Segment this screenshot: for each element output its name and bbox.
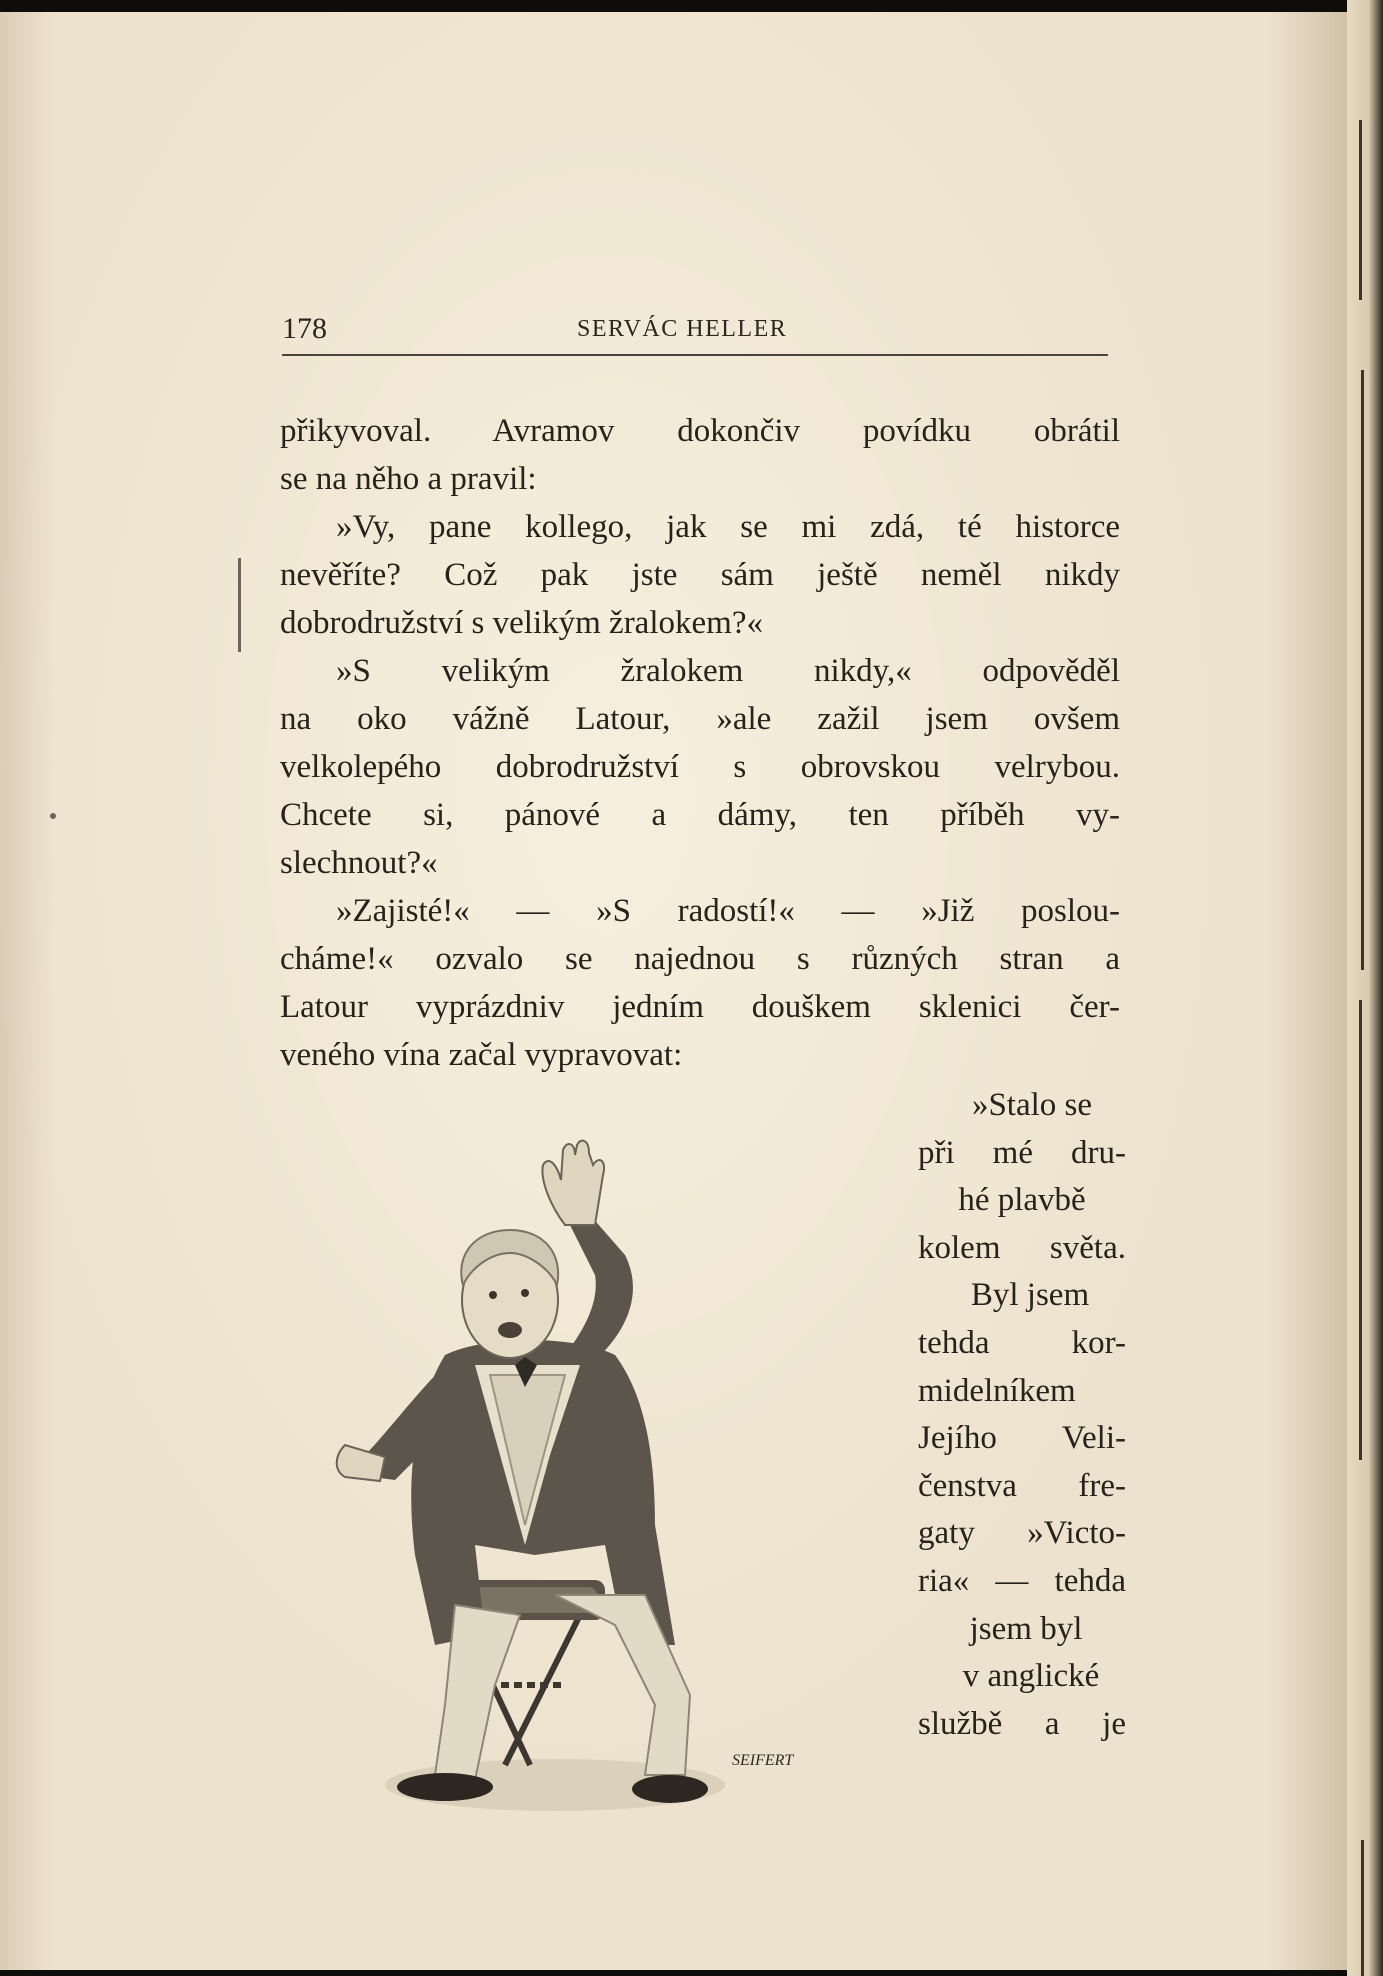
text-line: čenstva fre- <box>918 1467 1126 1504</box>
page-edge <box>1347 0 1383 1976</box>
text-line: cháme!« ozvalo se najednou s různých stran a <box>280 941 1120 977</box>
text-line: na oko vážně Latour, »ale zažil jsem ovšem <box>280 701 1120 737</box>
text-line: Chcete si, pánové a dámy, ten příběh vy- <box>280 797 1120 833</box>
text-line: nevěříte? Což pak jste sám ještě neměl nikdy <box>280 557 1120 593</box>
text-line: Byl jsem <box>970 1277 1090 1314</box>
illustration-seated-man <box>325 1125 885 1825</box>
margin-bracket <box>238 558 241 652</box>
text-line: dobrodružství s velikým žralokem?« <box>280 605 763 641</box>
side-text <box>918 1082 1126 1748</box>
text-line: Jejího Veli- <box>918 1420 1126 1457</box>
text-line: tehda kor- <box>918 1324 1126 1361</box>
text-line: slechnout?« <box>280 845 438 881</box>
text-line: hé plavbě <box>958 1182 1086 1219</box>
text-line: ria« — tehda <box>918 1562 1126 1599</box>
text-line: se na něho a pravil: <box>280 461 537 497</box>
page-header <box>282 310 1108 356</box>
text-line: Latour vyprázdniv jedním douškem sklenici čer- <box>280 989 1120 1025</box>
text-line: přikyvoval. Avramov dokončiv povídku obrátil <box>280 413 1120 449</box>
text-line: velkolepého dobrodružství s obrovskou velrybou. <box>280 749 1120 785</box>
text-line: při mé dru- <box>918 1134 1126 1171</box>
text-line: midelníkem <box>918 1372 1076 1409</box>
body-text <box>280 407 1120 1079</box>
page-number: 178 <box>282 312 327 345</box>
text-line: v anglické <box>962 1658 1100 1695</box>
text-line: »Stalo se <box>971 1087 1093 1123</box>
text-line: veného vína začal vypravovat: <box>280 1037 683 1073</box>
text-line: službě a je <box>918 1705 1126 1742</box>
text-line: »Vy, pane kollego, jak se mi zdá, té historce <box>336 509 1120 545</box>
artist-signature: SEIFERT <box>732 1752 794 1769</box>
text-line: kolem světa. <box>918 1229 1126 1266</box>
text-line: jsem byl <box>969 1610 1083 1647</box>
running-head: SERVÁC HELLER <box>577 316 788 342</box>
text-line: »Zajisté!« — »S radostí!« — »Již poslou- <box>336 893 1120 929</box>
margin-dot <box>50 813 56 819</box>
text-line: gaty »Victo- <box>918 1515 1126 1552</box>
text-line: »S velikým žralokem nikdy,« odpověděl <box>336 653 1120 689</box>
